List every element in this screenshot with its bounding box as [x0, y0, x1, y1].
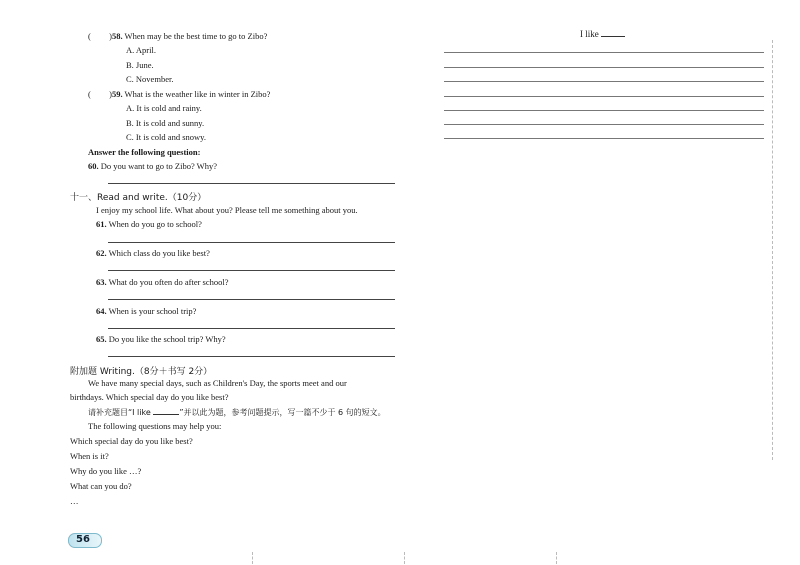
- q62-row: [96, 248, 210, 258]
- q62-answer-line[interactable]: [108, 270, 395, 271]
- q64-number: 64.: [96, 306, 107, 316]
- bonus-title-blank[interactable]: [153, 406, 179, 415]
- q60-answer-line[interactable]: [108, 183, 395, 184]
- binding-margin-line: [772, 40, 773, 460]
- q59-number: 59.: [111, 89, 123, 99]
- bonus-prompt-2: When is it?: [70, 451, 109, 461]
- bonus-instruction-part1: 请补充题目“I like: [88, 408, 154, 417]
- bonus-instruction: [88, 406, 386, 418]
- answer-heading: Answer the following question:: [88, 147, 201, 157]
- writing-line-6[interactable]: [444, 124, 764, 125]
- essay-title-blank[interactable]: [601, 28, 625, 37]
- bonus-paragraph-line1: We have many special days, such as Children's Day, the sports meet and our: [88, 378, 347, 388]
- q65-number: 65.: [96, 334, 107, 344]
- page-number-badge: [68, 533, 102, 548]
- writing-line-7[interactable]: [444, 138, 764, 139]
- q58-option-a: A. April.: [126, 45, 156, 55]
- q63-row: [96, 277, 229, 287]
- q59-option-c: C. It is cold and snowy.: [126, 132, 206, 142]
- bonus-prompt-3: Why do you like …?: [70, 466, 142, 476]
- fold-mark-center: [404, 552, 405, 564]
- writing-line-1[interactable]: [444, 52, 764, 53]
- q58-option-b: B. June.: [126, 60, 154, 70]
- q61-number: 61.: [96, 219, 107, 229]
- q63-number: 63.: [96, 277, 107, 287]
- q62-number: 62.: [96, 248, 107, 258]
- q64-text: When is your school trip?: [108, 306, 197, 316]
- q63-answer-line[interactable]: [108, 299, 395, 300]
- q64-answer-line[interactable]: [108, 328, 395, 329]
- q62-text: Which class do you like best?: [108, 248, 210, 258]
- q58-row: [88, 31, 267, 41]
- q59-text: What is the weather like in winter in Zibo?: [124, 89, 271, 99]
- q60-row: [88, 161, 217, 171]
- q65-answer-line[interactable]: [108, 356, 395, 357]
- writing-line-3[interactable]: [444, 81, 764, 82]
- q59-option-b: B. It is cold and sunny.: [126, 118, 205, 128]
- q59-option-a: A. It is cold and rainy.: [126, 103, 202, 113]
- q61-row: [96, 219, 202, 229]
- bonus-prompt-4: What can you do?: [70, 481, 132, 491]
- q58-text: When may be the best time to go to Zibo?: [124, 31, 268, 41]
- bonus-instruction-part2: ”并以此为题，参考问题提示，写一篇不少于 6 句的短文。: [179, 408, 386, 417]
- q63-text: What do you often do after school?: [108, 277, 229, 287]
- bonus-paragraph-line2: birthdays. Which special day do you like best?: [70, 392, 229, 402]
- q60-text: Do you want to go to Zibo? Why?: [100, 161, 217, 171]
- section-11-intro: I enjoy my school life. What about you? Please tell me something about you.: [96, 205, 358, 215]
- q59-close-paren: ): [109, 89, 112, 99]
- writing-line-5[interactable]: [444, 110, 764, 111]
- q58-open-paren: (: [88, 31, 91, 41]
- q59-open-paren: (: [88, 89, 91, 99]
- q59-row: [88, 89, 270, 99]
- q65-text: Do you like the school trip? Why?: [108, 334, 226, 344]
- bonus-prompt-1: Which special day do you like best?: [70, 436, 193, 446]
- bonus-help-line: The following questions may help you:: [88, 421, 222, 431]
- essay-title-text: I like: [580, 29, 599, 39]
- essay-title: [580, 28, 625, 39]
- q58-option-c: C. November.: [126, 74, 174, 84]
- bonus-prompt-5: …: [70, 496, 79, 506]
- page-number: 56: [76, 534, 90, 545]
- q61-text: When do you go to school?: [108, 219, 202, 229]
- q60-number: 60.: [88, 161, 99, 171]
- bonus-writing-title: 附加题 Writing.（8分＋书写 2分）: [70, 367, 213, 377]
- fold-mark-left: [252, 552, 253, 564]
- q58-number: 58.: [111, 31, 123, 41]
- q64-row: [96, 306, 196, 316]
- q65-row: [96, 334, 226, 344]
- fold-mark-right: [556, 552, 557, 564]
- writing-line-2[interactable]: [444, 67, 764, 68]
- q61-answer-line[interactable]: [108, 242, 395, 243]
- q58-close-paren: ): [109, 31, 112, 41]
- section-11-title: 十一、Read and write.（10分）: [70, 193, 207, 203]
- writing-line-4[interactable]: [444, 96, 764, 97]
